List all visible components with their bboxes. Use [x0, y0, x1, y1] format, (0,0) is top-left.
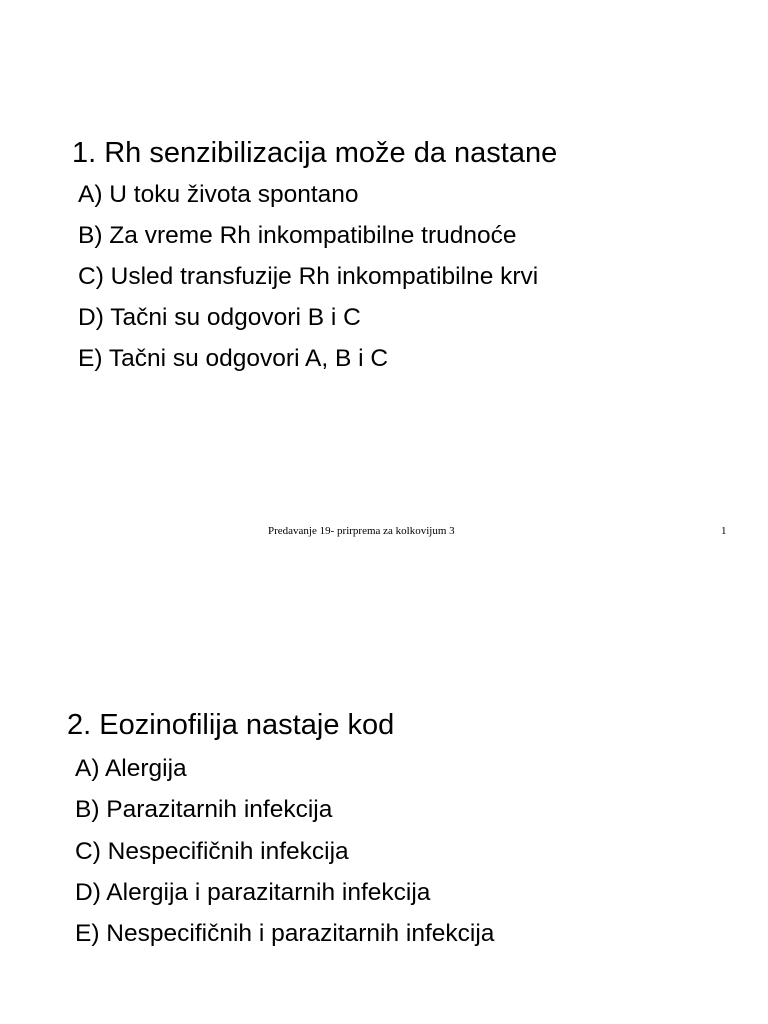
- question-2-option-d: D) Alergija i parazitarnih infekcija: [75, 879, 431, 906]
- question-2-title: 2. Eozinofilija nastaje kod: [67, 709, 395, 741]
- slide-2: [0, 560, 768, 1024]
- question-2-option-a: A) Alergija: [75, 755, 187, 782]
- question-1-option-c: C) Usled transfuzije Rh inkompatibilne krvi: [78, 263, 539, 290]
- question-1-option-e: E) Tačni su odgovori A, B i C: [78, 345, 389, 372]
- question-2-option-e: E) Nespecifičnih i parazitarnih infekcija: [75, 920, 495, 947]
- question-2-option-c: C) Nespecifičnih infekcija: [75, 838, 349, 865]
- question-1-option-a: A) U toku života spontano: [78, 181, 359, 208]
- question-1-option-d: D) Tačni su odgovori B i C: [78, 304, 361, 331]
- slide-page-number: 1: [721, 525, 727, 537]
- slide-footer-caption: Predavanje 19- prirprema za kolkovijum 3: [268, 525, 455, 537]
- question-2-option-b: B) Parazitarnih infekcija: [75, 796, 333, 823]
- question-1-title: 1. Rh senzibilizacija može da nastane: [72, 137, 558, 169]
- question-1-option-b: B) Za vreme Rh inkompatibilne trudnoće: [78, 222, 517, 249]
